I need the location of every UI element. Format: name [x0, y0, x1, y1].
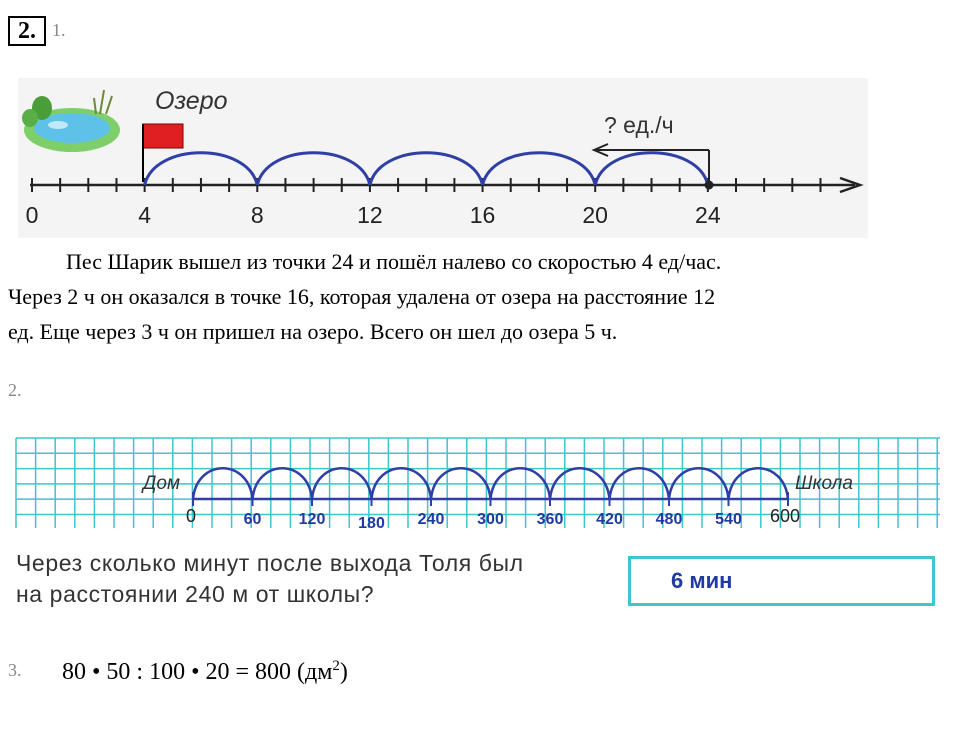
route-mark: 360 [536, 511, 564, 528]
lake-label: Озеро [155, 87, 228, 115]
solution-paragraph [8, 244, 913, 349]
tick-label: 8 [250, 202, 264, 228]
speed-label: ? ед./ч [604, 112, 674, 138]
answer-text: 6 мин [671, 568, 733, 593]
tick-label: 16 [469, 202, 496, 228]
subtask-3-label: 3. [8, 660, 22, 680]
solution-line-3: ед. Еще через 3 ч он пришел на озеро. Всего он шел до озера 5 ч. [8, 319, 618, 344]
route-mark: 240 [417, 511, 445, 528]
tick-label: 24 [695, 202, 721, 228]
task-number: 2. [8, 16, 46, 46]
lake-number-line [0, 70, 960, 245]
route-mark: 300 [477, 511, 504, 528]
solution-line-2: Через 2 ч он оказался в точке 16, которая удалена от озера на расстояние 12 [8, 284, 716, 309]
tick-label: 12 [357, 202, 383, 228]
route-mark: 180 [358, 515, 385, 532]
start-label: 0 [186, 506, 197, 526]
question-line-2: на расстоянии 240 м от школы? [16, 581, 375, 607]
subtask-1-label: 1. [52, 20, 66, 40]
route-mark: 60 [243, 511, 262, 528]
answer-box [628, 556, 935, 606]
route-mark: 540 [715, 511, 742, 528]
tick-label: 4 [138, 202, 152, 228]
question-line-1: Через сколько минут после выхода Толя был [16, 550, 524, 576]
route-marks [244, 511, 742, 532]
route-mark: 480 [655, 511, 683, 528]
equation-text: 80 • 50 : 100 • 20 = 800 (дм [62, 659, 333, 685]
end-label: 600 [770, 506, 801, 526]
tick-label: 20 [582, 202, 608, 228]
school-label: Школа [795, 473, 853, 494]
flag [143, 124, 183, 148]
subtask-2-label: 2. [8, 380, 22, 400]
equation-power: 2 [332, 658, 340, 674]
route-mark: 420 [596, 511, 623, 528]
home-label: Дом [143, 473, 180, 494]
school-number-line [0, 430, 960, 550]
route-mark: 120 [298, 511, 326, 528]
question-text [16, 548, 616, 610]
equation-close: ) [339, 659, 348, 685]
equation [62, 658, 348, 686]
tick-label: 0 [25, 202, 39, 228]
solution-line-1: Пес Шарик вышел из точки 24 и пошёл налево со скоростью 4 ед/час. [66, 249, 722, 274]
